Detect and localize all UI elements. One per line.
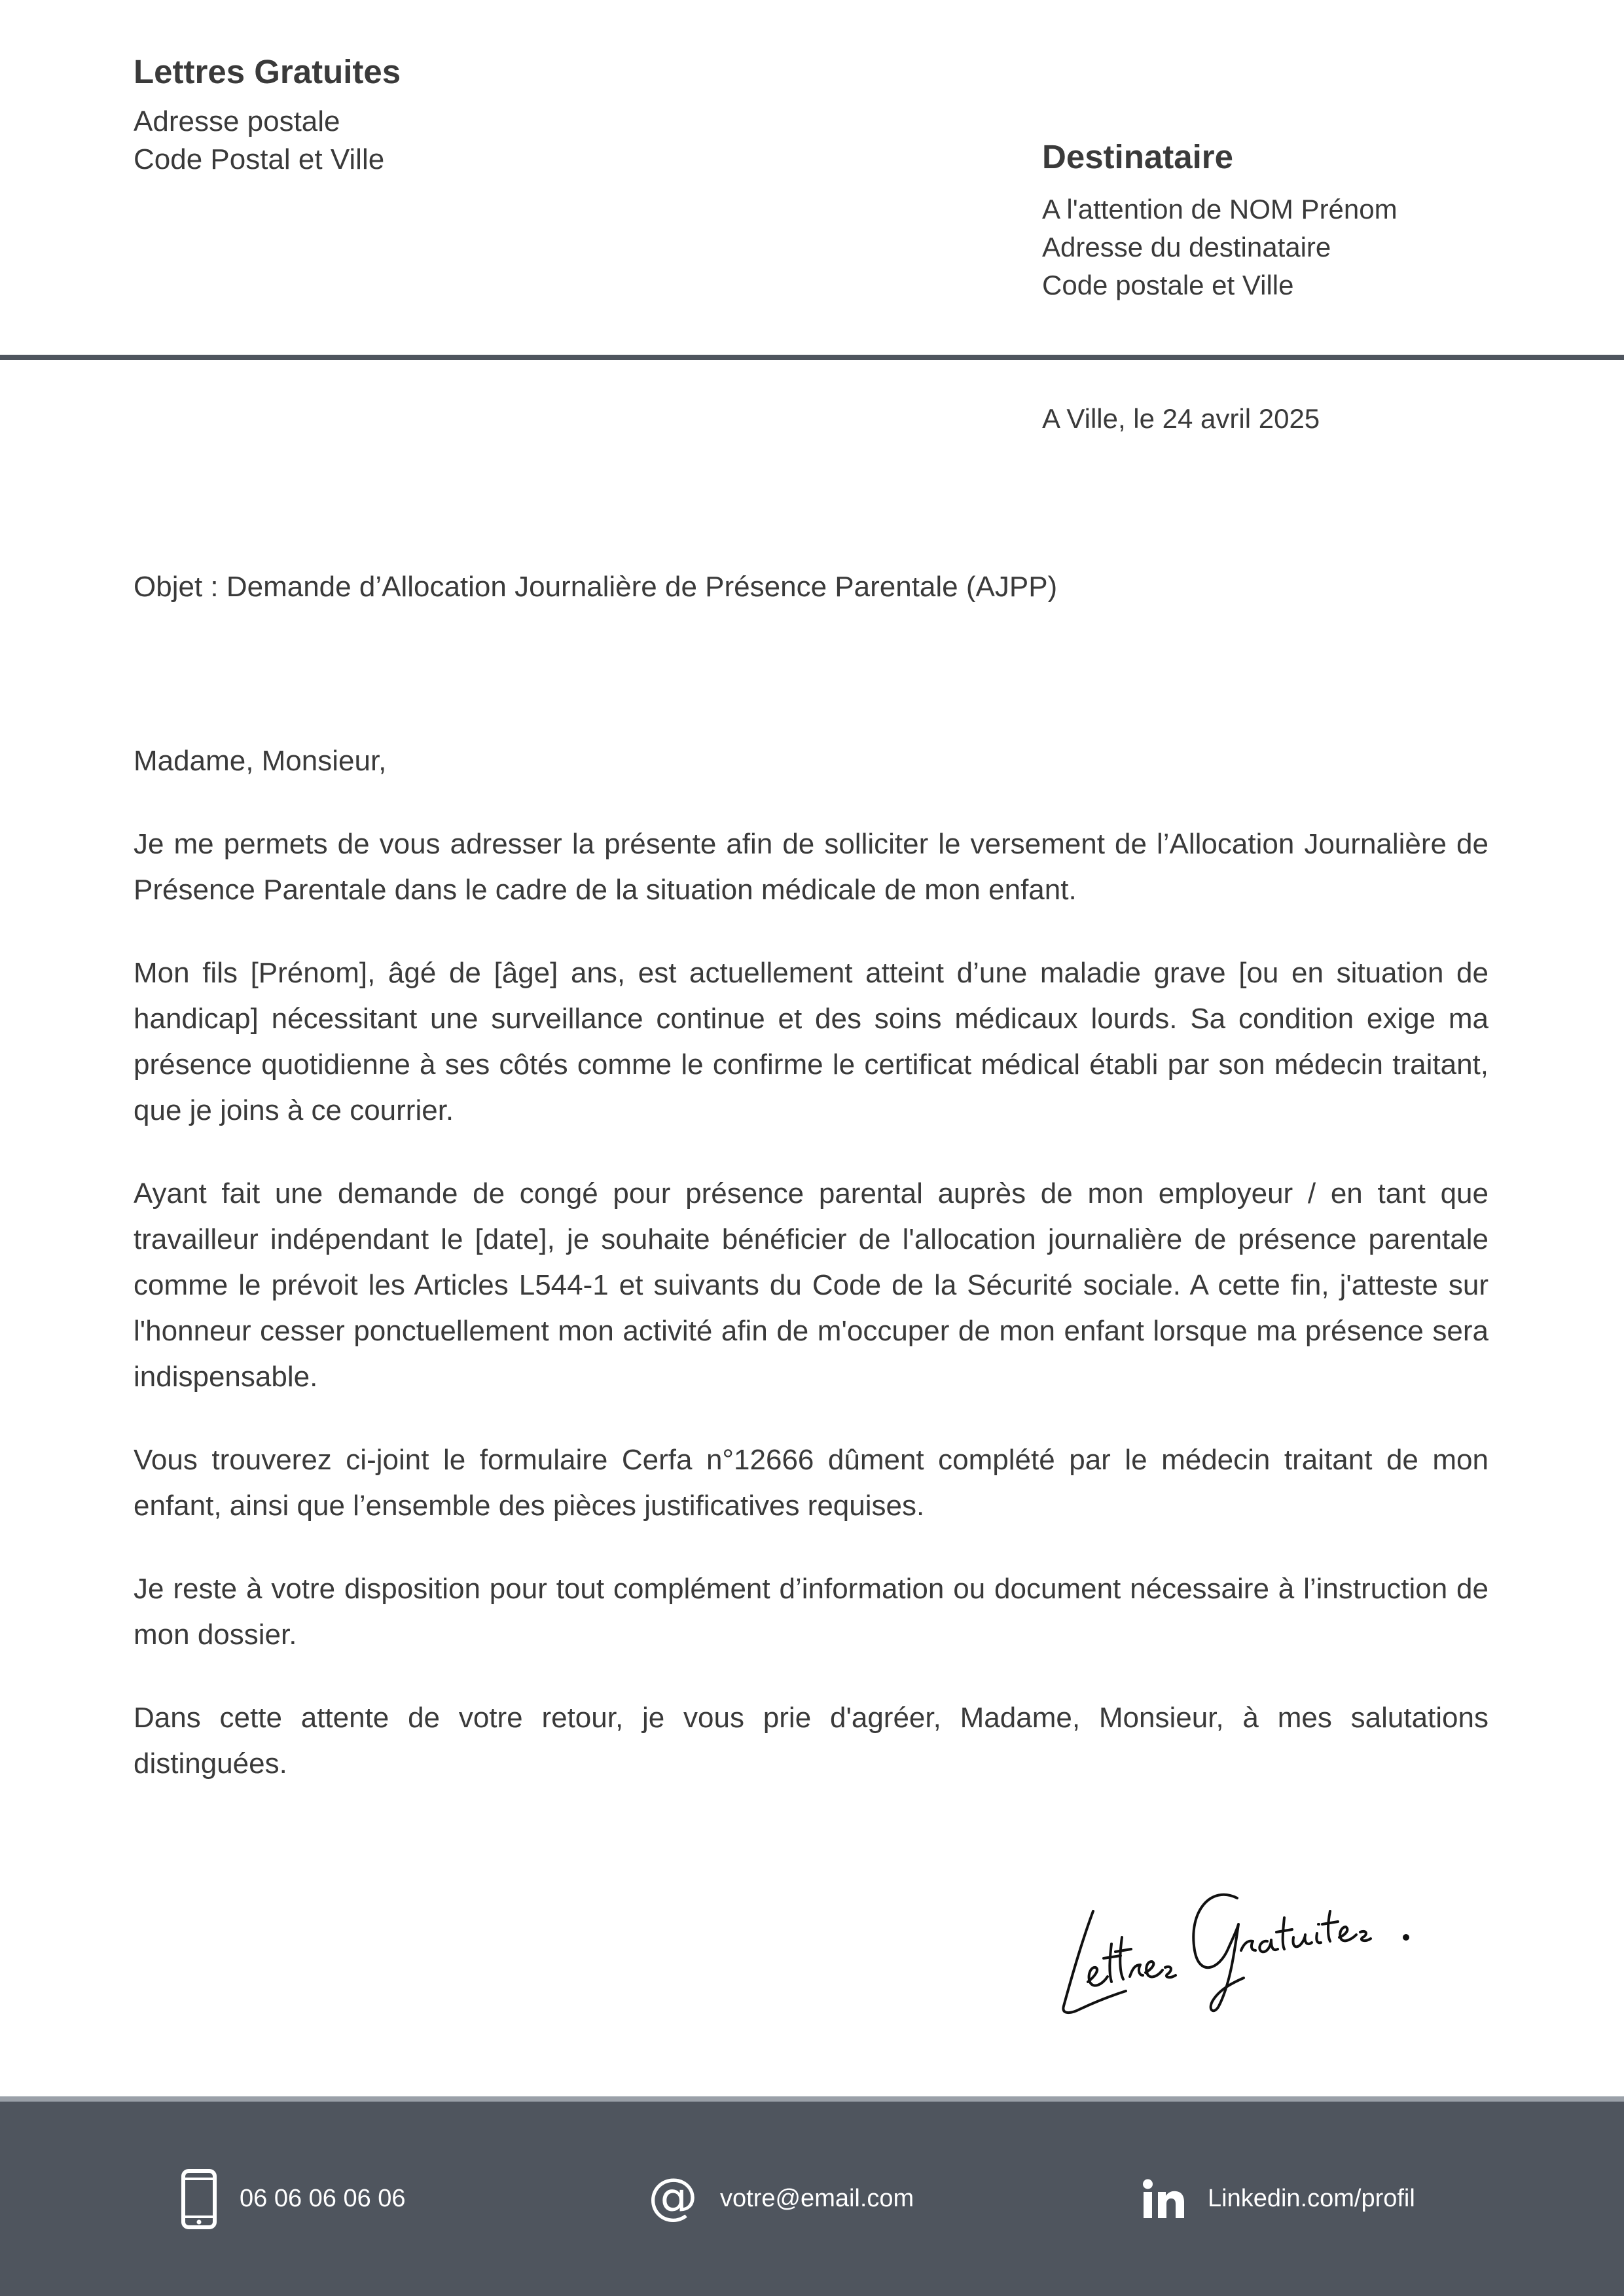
sender-name: Lettres Gratuites: [134, 53, 401, 90]
salutation: Madame, Monsieur,: [134, 745, 387, 777]
header-divider: [0, 355, 1624, 360]
phone-number[interactable]: 06 06 06 06 06: [240, 2185, 406, 2212]
sender-address: Adresse postale: [134, 105, 340, 137]
sender-block: [134, 52, 401, 179]
recipient-address: Adresse du destinataire: [1042, 232, 1331, 262]
handwritten-signature: [1047, 1872, 1434, 2029]
letter-subject: Objet : Demande d’Allocation Journalière de Présence Parentale (AJPP): [134, 571, 1058, 603]
email-address[interactable]: votre@email.com: [720, 2185, 914, 2212]
at-sign-icon: [648, 2174, 720, 2224]
paragraph-situation: Mon fils [Prénom], âgé de [âge] ans, est actuellement atteint d’une maladie grave [ou en situation de handicap] nécessitant une surveillance continue et des soins médicaux lourds. Sa condition exige ma présence quotidienne à ses côtés comme le confirme le certificat médical établi par son médecin traitant, que je joins à ce courrier.: [134, 957, 1489, 1126]
paragraph-request: Je me permets de vous adresser la présente afin de solliciter le versement de l’Allocation Journalière de Présence Parentale dans le cadre de la situation médicale de mon enfant.: [134, 828, 1489, 906]
letter-body: [134, 738, 1489, 1824]
footer-top-line: [0, 2096, 1624, 2102]
phone-icon: [181, 2168, 240, 2230]
footer-linkedin: [1142, 2102, 1415, 2296]
paragraph-attachments: Vous trouverez ci-joint le formulaire Cerfa n°12666 dûment complété par le médecin traitant de mon enfant, ainsi que l’ensemble des pièces justificatives requises.: [134, 1444, 1489, 1522]
recipient-title: Destinataire: [1042, 138, 1233, 175]
sender-city: Code Postal et Ville: [134, 143, 385, 175]
linkedin-url[interactable]: Linkedin.com/profil: [1208, 2185, 1415, 2212]
svg-text:@: @: [648, 2174, 698, 2224]
paragraph-availability: Je reste à votre disposition pour tout complément d’information ou document nécessaire à l’instruction de mon dossier.: [134, 1573, 1489, 1651]
recipient-attention: A l'attention de NOM Prénom: [1042, 194, 1398, 224]
linkedin-icon: [1142, 2179, 1208, 2219]
recipient-block: [1042, 137, 1398, 304]
paragraph-leave: Ayant fait une demande de congé pour présence parental auprès de mon employeur / en tant que travailleur indépendant le [date], je souhaite bénéficier de l'allocation journalière de présence parentale comme le prévoit les Articles L544-1 et suivants du Code de la Sécurité sociale. A cette fin, j'atteste sur l'honneur cesser ponctuellement mon activité afin de m'occuper de mon enfant lorsque ma présence sera indispensable.: [134, 1177, 1489, 1393]
footer-email: [648, 2102, 914, 2296]
paragraph-closing: Dans cette attente de votre retour, je vous prie d'agréer, Madame, Monsieur, à mes salutations distinguées.: [134, 1702, 1489, 1780]
footer-phone: [181, 2102, 406, 2296]
recipient-city: Code postale et Ville: [1042, 270, 1294, 300]
footer: [0, 2102, 1624, 2296]
date-line: A Ville, le 24 avril 2025: [1042, 403, 1320, 434]
